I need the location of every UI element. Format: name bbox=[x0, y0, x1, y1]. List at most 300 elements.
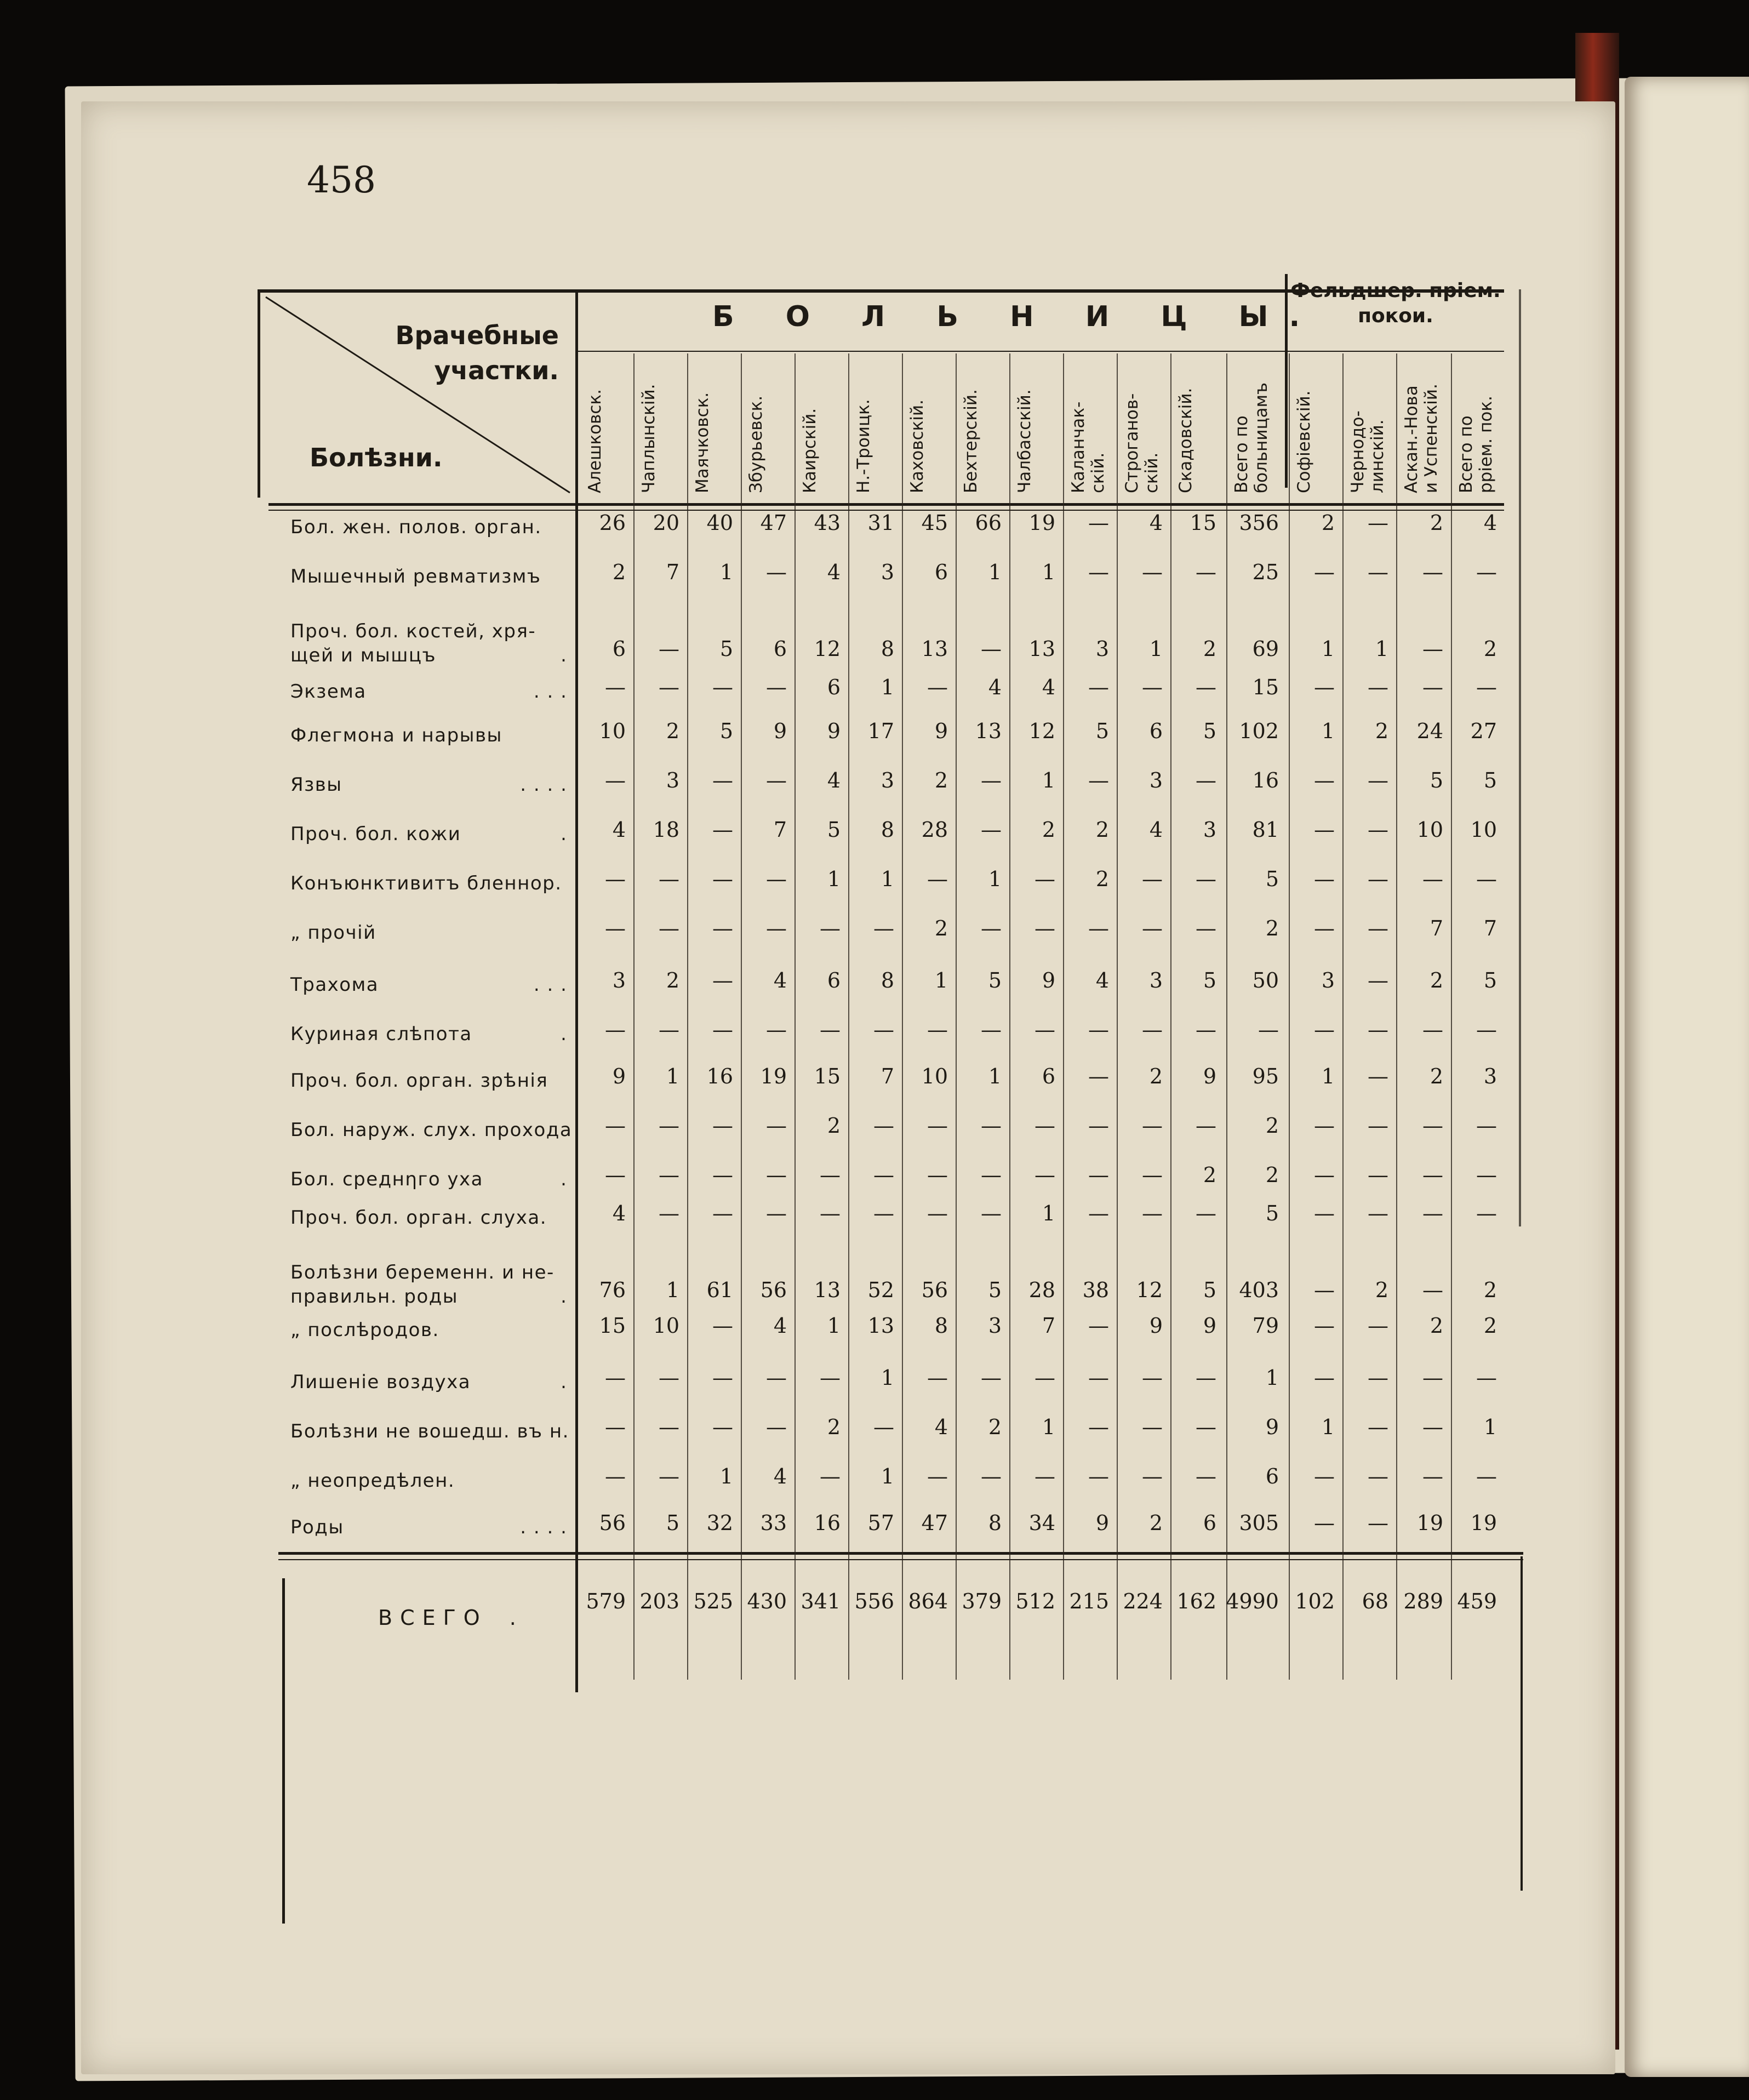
table-cell: — bbox=[659, 1366, 679, 1390]
table-cell: — bbox=[712, 916, 733, 940]
table-cell: 38 bbox=[1082, 1278, 1109, 1302]
table-cell: — bbox=[981, 637, 1002, 661]
table-cell: — bbox=[981, 1018, 1002, 1042]
table-cell: 4 bbox=[1483, 511, 1497, 535]
table-cell: — bbox=[1476, 1163, 1497, 1187]
column-header: Алешковск. bbox=[585, 389, 605, 493]
table-cell: 4 bbox=[934, 1415, 948, 1439]
table-cell: — bbox=[1314, 675, 1335, 699]
row-label-text: Конъюнктивитъ бленнор. bbox=[290, 872, 562, 894]
total-cell: 4990 bbox=[1226, 1589, 1279, 1613]
table-cell: — bbox=[1368, 867, 1388, 891]
table-cell: 1 bbox=[1042, 768, 1055, 792]
table-cell: 3 bbox=[612, 968, 626, 992]
table-cell: 16 bbox=[814, 1511, 841, 1535]
row-label bbox=[290, 1469, 581, 1493]
table-cell: — bbox=[659, 1464, 679, 1488]
row-label-text: Трахома bbox=[290, 974, 379, 996]
column-header: Софіевскій. bbox=[1294, 390, 1314, 493]
total-cell: 430 bbox=[747, 1589, 787, 1613]
table-cell: — bbox=[1368, 1201, 1388, 1225]
table-cell: — bbox=[1368, 1415, 1388, 1439]
table-cell: 2 bbox=[827, 1415, 841, 1439]
row-label-text: „ неопредѣлен. bbox=[290, 1470, 455, 1492]
table-cell: 5 bbox=[827, 818, 841, 842]
table-cell: 9 bbox=[612, 1064, 626, 1088]
table-cell: 10 bbox=[921, 1064, 948, 1088]
table-cell: — bbox=[1368, 1163, 1388, 1187]
table-cell: 2 bbox=[827, 1114, 841, 1138]
table-cell: 1 bbox=[719, 1464, 733, 1488]
table-cell: — bbox=[981, 916, 1002, 940]
table-cell: 6 bbox=[1042, 1064, 1055, 1088]
table-cell: — bbox=[712, 818, 733, 842]
table-cell: 1 bbox=[988, 560, 1002, 584]
table-cell: 7 bbox=[1430, 916, 1443, 940]
table-cell: — bbox=[927, 1366, 948, 1390]
table-cell: 2 bbox=[1265, 1114, 1279, 1138]
column-header: Чаплынскій. bbox=[639, 384, 659, 493]
row-label bbox=[290, 1419, 581, 1443]
table-cell: 24 bbox=[1416, 719, 1443, 743]
row-label bbox=[290, 1069, 581, 1093]
table-cell: — bbox=[1196, 1464, 1216, 1488]
row-label-text: Роды bbox=[290, 1516, 344, 1538]
table-cell: — bbox=[1314, 1018, 1335, 1042]
table-cell: — bbox=[873, 1114, 894, 1138]
row-label bbox=[290, 723, 581, 747]
table-cell: — bbox=[1196, 1366, 1216, 1390]
table-cell: 3 bbox=[881, 560, 894, 584]
total-cell: 203 bbox=[639, 1589, 679, 1613]
row-label bbox=[290, 921, 581, 945]
table-cell: — bbox=[1422, 867, 1443, 891]
table-cell: 19 bbox=[1470, 1511, 1497, 1535]
total-top-rule bbox=[278, 1552, 1523, 1555]
table-cell: — bbox=[873, 1018, 894, 1042]
row-label-dots: . . bbox=[561, 823, 581, 845]
table-cell: — bbox=[605, 675, 626, 699]
hospitals-underline bbox=[575, 351, 1504, 352]
hospitals-heading: Б О Л Ь Н И Ц Ы. bbox=[712, 300, 1321, 333]
header-bottom-rule bbox=[268, 503, 1504, 506]
table-cell: — bbox=[1088, 1201, 1109, 1225]
table-cell: 8 bbox=[934, 1314, 948, 1338]
table-cell: 1 bbox=[881, 675, 894, 699]
total-top-rule-2 bbox=[278, 1559, 1523, 1560]
table-cell: 2 bbox=[1042, 818, 1055, 842]
table-cell: 15 bbox=[599, 1314, 626, 1338]
table-cell: 50 bbox=[1252, 968, 1279, 992]
table-cell: 1 bbox=[719, 560, 733, 584]
table-cell: — bbox=[927, 1201, 948, 1225]
column-header: Чалбасскій. bbox=[1015, 389, 1034, 493]
table-cell: 2 bbox=[1430, 1314, 1443, 1338]
table-cell: 1 bbox=[1321, 1064, 1335, 1088]
table-cell: 7 bbox=[773, 818, 787, 842]
table-cell: 9 bbox=[1149, 1314, 1163, 1338]
table-cell: — bbox=[1422, 1278, 1443, 1302]
table-cell: — bbox=[605, 768, 626, 792]
table-cell: — bbox=[927, 867, 948, 891]
table-cell: 9 bbox=[827, 719, 841, 743]
table-cell: — bbox=[1314, 1464, 1335, 1488]
table-cell: — bbox=[1088, 1018, 1109, 1042]
table-cell: 6 bbox=[827, 675, 841, 699]
table-cell: — bbox=[712, 1366, 733, 1390]
table-cell: — bbox=[1476, 867, 1497, 891]
table-cell: — bbox=[1422, 637, 1443, 661]
table-cell: 2 bbox=[1203, 1163, 1216, 1187]
row-label bbox=[290, 1118, 581, 1142]
table-cell: — bbox=[1314, 1201, 1335, 1225]
row-label-text: Куриная слѣпота bbox=[290, 1023, 472, 1045]
table-cell: 1 bbox=[1149, 637, 1163, 661]
row-label-dots: . bbox=[574, 1470, 581, 1492]
table-cell: 4 bbox=[612, 1201, 626, 1225]
table-cell: 3 bbox=[1321, 968, 1335, 992]
lower-right-rule bbox=[1521, 1556, 1523, 1891]
table-cell: — bbox=[659, 1114, 679, 1138]
table-cell: 8 bbox=[988, 1511, 1002, 1535]
total-label-dots: . bbox=[509, 1606, 524, 1630]
table-cell: 95 bbox=[1252, 1064, 1279, 1088]
table-cell: 16 bbox=[706, 1064, 733, 1088]
column-header: Каирскій. bbox=[800, 408, 820, 493]
table-cell: 2 bbox=[1149, 1064, 1163, 1088]
table-cell: — bbox=[1476, 1464, 1497, 1488]
table-cell: 4 bbox=[773, 1464, 787, 1488]
table-cell: 1 bbox=[881, 1366, 894, 1390]
table-cell: — bbox=[1142, 1366, 1163, 1390]
row-label-dots: . . . . . bbox=[520, 1516, 581, 1538]
table-cell: — bbox=[766, 867, 787, 891]
table-cell: 17 bbox=[867, 719, 894, 743]
table-cell: 15 bbox=[814, 1064, 841, 1088]
table-cell: 12 bbox=[1028, 719, 1055, 743]
table-cell: — bbox=[981, 1163, 1002, 1187]
row-label bbox=[290, 1022, 581, 1046]
table-cell: 15 bbox=[1190, 511, 1216, 535]
table-cell: 6 bbox=[1203, 1511, 1216, 1535]
table-cell: 57 bbox=[867, 1511, 894, 1535]
column-header: Каланчак- скій. bbox=[1068, 401, 1108, 493]
table-cell: 56 bbox=[760, 1278, 787, 1302]
table-cell: — bbox=[1088, 768, 1109, 792]
table-cell: 3 bbox=[1483, 1064, 1497, 1088]
table-cell: 2 bbox=[1203, 637, 1216, 661]
row-label-dots: . bbox=[574, 1319, 581, 1341]
table-cell: — bbox=[712, 1163, 733, 1187]
table-cell: — bbox=[1088, 916, 1109, 940]
table-cell: — bbox=[605, 867, 626, 891]
table-cell: — bbox=[1196, 768, 1216, 792]
table-cell: 10 bbox=[599, 719, 626, 743]
table-cell: 9 bbox=[1265, 1415, 1279, 1439]
table-cell: — bbox=[1196, 1114, 1216, 1138]
table-cell: 6 bbox=[773, 637, 787, 661]
table-cell: — bbox=[1368, 1114, 1388, 1138]
table-cell: 20 bbox=[653, 511, 679, 535]
table-cell: — bbox=[1422, 1018, 1443, 1042]
table-cell: — bbox=[820, 1018, 841, 1042]
table-cell: — bbox=[766, 560, 787, 584]
table-cell: — bbox=[1142, 1415, 1163, 1439]
row-label-text: Проч. бол. костей, хря- щей и мышцъ bbox=[290, 620, 536, 666]
table-cell: — bbox=[981, 818, 1002, 842]
row-label bbox=[290, 1515, 581, 1539]
table-cell: — bbox=[659, 1415, 679, 1439]
table-cell: — bbox=[1422, 1366, 1443, 1390]
table-cell: — bbox=[1088, 1464, 1109, 1488]
table-cell: — bbox=[820, 916, 841, 940]
table-cell: — bbox=[1088, 1314, 1109, 1338]
table-cell: — bbox=[659, 867, 679, 891]
table-cell: — bbox=[1368, 968, 1388, 992]
table-cell: 7 bbox=[666, 560, 679, 584]
row-label-text: Проч. бол. орган. слуха. bbox=[290, 1207, 547, 1229]
table-cell: 45 bbox=[921, 511, 948, 535]
table-cell: 5 bbox=[1203, 719, 1216, 743]
table-cell: 4 bbox=[988, 675, 1002, 699]
row-label-dots: . . . . bbox=[533, 681, 581, 703]
table-cell: — bbox=[1196, 560, 1216, 584]
table-cell: 26 bbox=[599, 511, 626, 535]
table-cell: 3 bbox=[1203, 818, 1216, 842]
table-cell: — bbox=[1422, 1114, 1443, 1138]
table-cell: 10 bbox=[653, 1314, 679, 1338]
table-cell: 1 bbox=[1042, 560, 1055, 584]
table-cell: — bbox=[1088, 1114, 1109, 1138]
table-cell: 1 bbox=[1321, 637, 1335, 661]
table-cell: — bbox=[927, 1163, 948, 1187]
table-cell: — bbox=[1368, 560, 1388, 584]
table-cell: 8 bbox=[881, 968, 894, 992]
table-cell: — bbox=[1196, 1201, 1216, 1225]
table-cell: 4 bbox=[773, 968, 787, 992]
table-cell: 25 bbox=[1252, 560, 1279, 584]
table-cell: 5 bbox=[719, 719, 733, 743]
table-cell: — bbox=[1476, 1114, 1497, 1138]
table-cell: 27 bbox=[1470, 719, 1497, 743]
table-cell: 5 bbox=[1203, 1278, 1216, 1302]
table-cell: 2 bbox=[1430, 968, 1443, 992]
table-cell: 43 bbox=[814, 511, 841, 535]
table-cell: 5 bbox=[719, 637, 733, 661]
table-cell: — bbox=[1368, 1366, 1388, 1390]
row-label-text: Язвы bbox=[290, 774, 342, 796]
table-cell: — bbox=[1476, 1366, 1497, 1390]
table-cell: — bbox=[1142, 916, 1163, 940]
table-cell: — bbox=[1368, 1511, 1388, 1535]
table-cell: — bbox=[1034, 1464, 1055, 1488]
table-cell: — bbox=[605, 1163, 626, 1187]
row-label-text: Бол. наруж. слух. прохода bbox=[290, 1119, 573, 1141]
table-cell: — bbox=[1476, 1018, 1497, 1042]
table-cell: 19 bbox=[760, 1064, 787, 1088]
row-label bbox=[290, 564, 581, 589]
table-cell: 34 bbox=[1028, 1511, 1055, 1535]
table-cell: — bbox=[1368, 916, 1388, 940]
table-cell: 1 bbox=[881, 1464, 894, 1488]
column-header: Маячковск. bbox=[693, 392, 712, 493]
table-cell: 1 bbox=[988, 867, 1002, 891]
table-cell: 69 bbox=[1252, 637, 1279, 661]
table-cell: 52 bbox=[867, 1278, 894, 1302]
table-cell: — bbox=[712, 1114, 733, 1138]
table-cell: 9 bbox=[934, 719, 948, 743]
table-cell: — bbox=[1142, 1018, 1163, 1042]
table-cell: 1 bbox=[1375, 637, 1388, 661]
total-cell: 512 bbox=[1015, 1589, 1055, 1613]
table-cell: 3 bbox=[1149, 768, 1163, 792]
table-cell: 2 bbox=[1375, 719, 1388, 743]
table-cell: — bbox=[820, 1366, 841, 1390]
table-cell: 3 bbox=[666, 768, 679, 792]
table-cell: — bbox=[1314, 818, 1335, 842]
table-cell: — bbox=[873, 1163, 894, 1187]
table-cell: 19 bbox=[1028, 511, 1055, 535]
table-cell: 5 bbox=[1265, 867, 1279, 891]
table-cell: 2 bbox=[612, 560, 626, 584]
table-cell: 2 bbox=[1265, 916, 1279, 940]
column-header: Строганов- скій. bbox=[1122, 393, 1162, 493]
table-cell: — bbox=[712, 1314, 733, 1338]
row-label-dots: . . . . bbox=[533, 974, 581, 996]
column-header: Скадовскій. bbox=[1176, 387, 1196, 493]
table-cell: 13 bbox=[975, 719, 1002, 743]
table-cell: — bbox=[1314, 1163, 1335, 1187]
table-cell: — bbox=[1314, 1366, 1335, 1390]
table-cell: — bbox=[712, 867, 733, 891]
table-cell: — bbox=[1088, 1163, 1109, 1187]
row-label-text: „ прочій bbox=[290, 922, 376, 944]
table-cell: 1 bbox=[1321, 719, 1335, 743]
table-cell: 6 bbox=[612, 637, 626, 661]
row-label bbox=[290, 1206, 581, 1230]
total-cell: 525 bbox=[693, 1589, 733, 1613]
row-label-text: Бол. среднηго уха bbox=[290, 1168, 484, 1190]
table-cell: 2 bbox=[1149, 1511, 1163, 1535]
table-cell: 56 bbox=[921, 1278, 948, 1302]
total-cell: 556 bbox=[854, 1589, 894, 1613]
table-cell: 2 bbox=[1483, 1278, 1497, 1302]
row-label-text: Флегмона и нарывы bbox=[290, 724, 502, 746]
table-cell: 81 bbox=[1252, 818, 1279, 842]
table-cell: 1 bbox=[1265, 1366, 1279, 1390]
table-cell: — bbox=[1368, 818, 1388, 842]
table-cell: 12 bbox=[814, 637, 841, 661]
table-cell: — bbox=[659, 637, 679, 661]
table-cell: — bbox=[1142, 675, 1163, 699]
total-cell: 379 bbox=[962, 1589, 1002, 1613]
table-cell: — bbox=[1034, 1163, 1055, 1187]
table-cell: — bbox=[1314, 560, 1335, 584]
table-cell: — bbox=[1034, 1018, 1055, 1042]
table-cell: 2 bbox=[1375, 1278, 1388, 1302]
table-cell: 102 bbox=[1239, 719, 1279, 743]
table-cell: — bbox=[1142, 1464, 1163, 1488]
table-cell: 2 bbox=[666, 719, 679, 743]
table-cell: 16 bbox=[1252, 768, 1279, 792]
table-cell: — bbox=[766, 768, 787, 792]
table-cell: 13 bbox=[921, 637, 948, 661]
table-cell: 13 bbox=[814, 1278, 841, 1302]
table-cell: — bbox=[1422, 1201, 1443, 1225]
table-cell: 61 bbox=[706, 1278, 733, 1302]
table-cell: 33 bbox=[760, 1511, 787, 1535]
table-cell: 6 bbox=[1265, 1464, 1279, 1488]
table-cell: 1 bbox=[1042, 1201, 1055, 1225]
table-cell: 5 bbox=[1265, 1201, 1279, 1225]
table-cell: — bbox=[766, 675, 787, 699]
table-cell: — bbox=[712, 968, 733, 992]
total-cell: 215 bbox=[1069, 1589, 1109, 1613]
table-cell: 5 bbox=[988, 1278, 1002, 1302]
table-cell: 5 bbox=[1483, 968, 1497, 992]
row-label bbox=[290, 619, 581, 667]
table-cell: — bbox=[1196, 867, 1216, 891]
table-cell: — bbox=[820, 1201, 841, 1225]
row-label bbox=[290, 1167, 581, 1191]
table-cell: — bbox=[766, 1366, 787, 1390]
row-label-dots: . . bbox=[561, 1371, 581, 1393]
row-label-text: Болѣзни беременн. и не- правильн. роды bbox=[290, 1262, 555, 1308]
row-label bbox=[290, 822, 581, 846]
table-cell: 9 bbox=[1203, 1314, 1216, 1338]
row-label-dots: . bbox=[574, 724, 581, 746]
table-right-rule bbox=[1519, 289, 1521, 1226]
table-cell: — bbox=[1314, 1314, 1335, 1338]
table-cell: 4 bbox=[1042, 675, 1055, 699]
table-cell: 2 bbox=[1321, 511, 1335, 535]
table-cell: — bbox=[1034, 1114, 1055, 1138]
table-cell: 6 bbox=[934, 560, 948, 584]
table-cell: 40 bbox=[706, 511, 733, 535]
table-cell: — bbox=[1258, 1018, 1279, 1042]
table-cell: 7 bbox=[1042, 1314, 1055, 1338]
table-cell: 4 bbox=[612, 818, 626, 842]
table-cell: — bbox=[605, 916, 626, 940]
table-cell: 4 bbox=[1095, 968, 1109, 992]
table-cell: 5 bbox=[1203, 968, 1216, 992]
table-cell: — bbox=[1034, 916, 1055, 940]
table-cell: — bbox=[927, 675, 948, 699]
table-cell: — bbox=[1368, 1064, 1388, 1088]
total-label-text: ВСЕГО bbox=[378, 1606, 488, 1630]
table-cell: 3 bbox=[988, 1314, 1002, 1338]
table-cell: 7 bbox=[1483, 916, 1497, 940]
table-cell: — bbox=[1368, 768, 1388, 792]
table-cell: — bbox=[605, 1366, 626, 1390]
table-cell: 5 bbox=[1483, 768, 1497, 792]
column-header: Всего по pріем. пок. bbox=[1456, 396, 1496, 493]
table-cell: — bbox=[1422, 1415, 1443, 1439]
table-cell: 2 bbox=[666, 968, 679, 992]
row-label bbox=[290, 871, 581, 895]
table-cell: — bbox=[873, 1201, 894, 1225]
table-cell: 4 bbox=[1149, 818, 1163, 842]
table-cell: 10 bbox=[1470, 818, 1497, 842]
table-cell: 66 bbox=[975, 511, 1002, 535]
table-cell: 2 bbox=[1483, 637, 1497, 661]
table-cell: — bbox=[1088, 511, 1109, 535]
table-cell: 8 bbox=[881, 818, 894, 842]
table-cell: — bbox=[1422, 1464, 1443, 1488]
table-cell: — bbox=[766, 1114, 787, 1138]
table-cell: 2 bbox=[1430, 1064, 1443, 1088]
table-cell: — bbox=[873, 1415, 894, 1439]
